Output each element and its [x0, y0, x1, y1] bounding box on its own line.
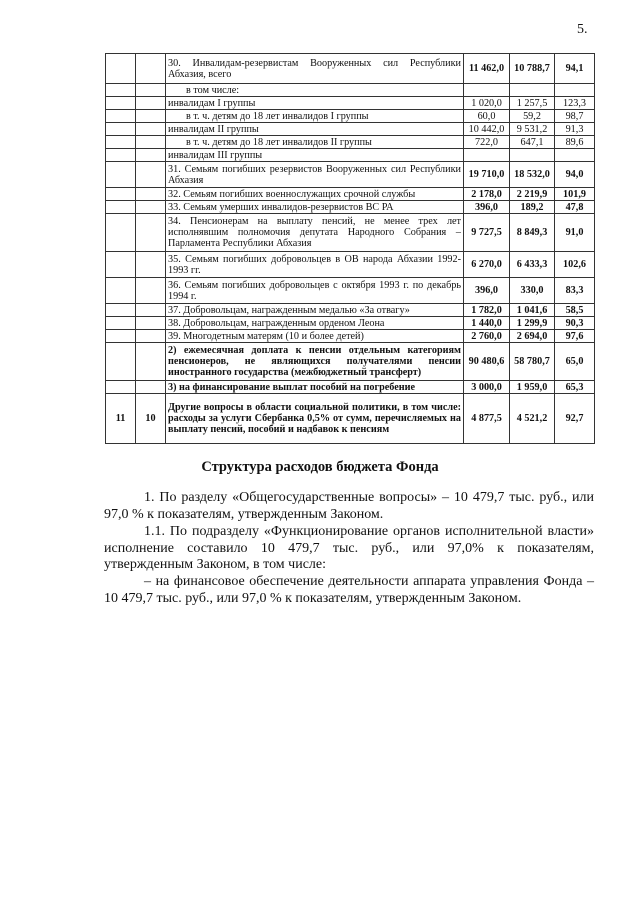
row-actual: 2 219,9	[510, 188, 555, 201]
row-code-1	[106, 136, 136, 149]
table-row	[106, 214, 595, 252]
row-code-2	[136, 201, 166, 214]
row-code-2	[136, 123, 166, 136]
paragraph-1-text: 1. По разделу «Общегосударственные вопросы» – 10 479,7 тыс. руб., или 97,0 % к показателям, утвержденным Законом.	[104, 490, 594, 522]
paragraph-1-1-text: 1.1. По подразделу «Функционирование органов исполнительной власти» исполнение составило 10 479,7 тыс. руб., или 97,0% к показателям, утвержденным Законом, в том числе:	[104, 524, 594, 572]
paragraph-1-1	[104, 524, 594, 574]
row-description: 2) ежемесячная доплата к пенсии отдельным категориям пенсионеров, не являющихся получателями пенсии иностранного государства (межбюджетный трансферт)	[166, 343, 464, 381]
row-actual: 647,1	[510, 136, 555, 149]
row-description: в т. ч. детям до 18 лет инвалидов II группы	[166, 136, 464, 149]
row-planned: 3 000,0	[464, 381, 510, 394]
row-percent: 47,8	[555, 201, 595, 214]
row-code-2	[136, 97, 166, 110]
row-code-2	[136, 214, 166, 252]
paragraph-bullet	[104, 574, 594, 607]
row-planned: 2 760,0	[464, 330, 510, 343]
row-actual: 18 532,0	[510, 162, 555, 188]
row-description: 32. Семьям погибших военнослужащих срочной службы	[166, 188, 464, 201]
row-code-1	[106, 381, 136, 394]
row-actual: 58 780,7	[510, 343, 555, 381]
row-code-1	[106, 123, 136, 136]
row-actual: 189,2	[510, 201, 555, 214]
table-row	[106, 123, 595, 136]
row-code-1	[106, 304, 136, 317]
row-actual: 330,0	[510, 278, 555, 304]
row-code-1	[106, 149, 136, 162]
table-row	[106, 304, 595, 317]
row-code-1	[106, 330, 136, 343]
row-actual: 59,2	[510, 110, 555, 123]
table-row	[106, 110, 595, 123]
table-row	[106, 343, 595, 381]
row-code-2	[136, 54, 166, 84]
row-percent: 123,3	[555, 97, 595, 110]
table-row	[106, 136, 595, 149]
table-row	[106, 317, 595, 330]
table-row	[106, 381, 595, 394]
row-percent: 91,3	[555, 123, 595, 136]
row-planned: 2 178,0	[464, 188, 510, 201]
row-code-2	[136, 317, 166, 330]
row-code-1	[106, 97, 136, 110]
row-percent: 65,3	[555, 381, 595, 394]
row-code-2	[136, 149, 166, 162]
row-description: 39. Многодетным матерям (10 и более детей)	[166, 330, 464, 343]
row-description: 3) на финансирование выплат пособий на погребение	[166, 381, 464, 394]
row-description: 31. Семьям погибших резервистов Вооруженных сил Республики Абхазия	[166, 162, 464, 188]
table-row	[106, 97, 595, 110]
row-code-1	[106, 162, 136, 188]
row-percent	[555, 84, 595, 97]
section-title: Структура расходов бюджета Фонда	[201, 459, 439, 475]
table-row	[106, 54, 595, 84]
table-row	[106, 84, 595, 97]
paragraph-bullet-text: – на финансовое обеспечение деятельности аппарата управления Фонда – 10 479,7 тыс. руб., или 97,0 % к показателям, утвержденным Законом.	[104, 574, 594, 606]
row-code-2	[136, 343, 166, 381]
row-description: Другие вопросы в области социальной политики, в том числе: расходы за услуги Сбербанка 0,5% от сумм, перечисляемых на выплату пенсий, пособий и надбавок к пенсиям	[166, 394, 464, 444]
page-number: 5.	[577, 22, 588, 37]
row-description: 38. Добровольцам, награжденным орденом Леона	[166, 317, 464, 330]
row-description: 33. Семьям умерших инвалидов-резервистов ВС РА	[166, 201, 464, 214]
row-planned: 396,0	[464, 201, 510, 214]
row-actual: 1 041,6	[510, 304, 555, 317]
row-planned: 1 782,0	[464, 304, 510, 317]
row-planned: 90 480,6	[464, 343, 510, 381]
row-actual: 1 959,0	[510, 381, 555, 394]
row-planned	[464, 84, 510, 97]
row-code-1	[106, 214, 136, 252]
row-description: инвалидам I группы	[166, 97, 464, 110]
row-code-1	[106, 188, 136, 201]
row-description: 35. Семьям погибших добровольцев в ОВ народа Абхазии 1992-1993 гг.	[166, 252, 464, 278]
row-code-2	[136, 162, 166, 188]
row-planned: 19 710,0	[464, 162, 510, 188]
row-description: в т. ч. детям до 18 лет инвалидов I группы	[166, 110, 464, 123]
row-description: 36. Семьям погибших добровольцев с октября 1993 г. по декабрь 1994 г.	[166, 278, 464, 304]
row-percent: 98,7	[555, 110, 595, 123]
row-code-1	[106, 201, 136, 214]
row-actual	[510, 149, 555, 162]
row-percent: 101,9	[555, 188, 595, 201]
row-percent: 92,7	[555, 394, 595, 444]
row-planned: 9 727,5	[464, 214, 510, 252]
row-planned: 1 020,0	[464, 97, 510, 110]
table-row	[106, 188, 595, 201]
table-row	[106, 149, 595, 162]
row-planned: 6 270,0	[464, 252, 510, 278]
row-code-2	[136, 84, 166, 97]
row-code-2	[136, 136, 166, 149]
budget-execution-table	[105, 53, 595, 444]
row-actual: 6 433,3	[510, 252, 555, 278]
row-actual: 1 257,5	[510, 97, 555, 110]
row-actual: 10 788,7	[510, 54, 555, 84]
row-actual: 8 849,3	[510, 214, 555, 252]
row-percent: 90,3	[555, 317, 595, 330]
table-row	[106, 252, 595, 278]
row-description: инвалидам II группы	[166, 123, 464, 136]
row-code-1	[106, 343, 136, 381]
row-description: 34. Пенсионерам на выплату пенсий, не менее трех лет исполнявшим полномочия депутата Народного Собрания – Парламента Республики Абхазия	[166, 214, 464, 252]
row-planned	[464, 149, 510, 162]
row-code-1	[106, 278, 136, 304]
row-code-1	[106, 252, 136, 278]
table-row	[106, 162, 595, 188]
row-planned: 10 442,0	[464, 123, 510, 136]
row-percent: 58,5	[555, 304, 595, 317]
row-planned: 11 462,0	[464, 54, 510, 84]
row-description: 37. Добровольцам, награжденным медалью «За отвагу»	[166, 304, 464, 317]
table-row	[106, 278, 595, 304]
row-code-2	[136, 278, 166, 304]
row-description: 30. Инвалидам-резервистам Вооруженных сил Республики Абхазия, всего	[166, 54, 464, 84]
row-actual: 4 521,2	[510, 394, 555, 444]
row-planned: 4 877,5	[464, 394, 510, 444]
row-code-2	[136, 304, 166, 317]
row-percent: 89,6	[555, 136, 595, 149]
row-code-2: 10	[136, 394, 166, 444]
row-percent: 97,6	[555, 330, 595, 343]
row-planned: 722,0	[464, 136, 510, 149]
row-percent: 94,1	[555, 54, 595, 84]
row-percent: 65,0	[555, 343, 595, 381]
row-planned: 1 440,0	[464, 317, 510, 330]
row-code-2	[136, 252, 166, 278]
row-percent: 91,0	[555, 214, 595, 252]
row-actual: 1 299,9	[510, 317, 555, 330]
row-percent: 94,0	[555, 162, 595, 188]
row-percent	[555, 149, 595, 162]
table-row	[106, 201, 595, 214]
table-row	[106, 394, 595, 444]
row-actual	[510, 84, 555, 97]
row-code-2	[136, 381, 166, 394]
row-description: в том числе:	[166, 84, 464, 97]
row-description: инвалидам III группы	[166, 149, 464, 162]
row-planned: 396,0	[464, 278, 510, 304]
row-code-1	[106, 110, 136, 123]
row-actual: 2 694,0	[510, 330, 555, 343]
row-actual: 9 531,2	[510, 123, 555, 136]
row-code-2	[136, 330, 166, 343]
row-percent: 102,6	[555, 252, 595, 278]
row-code-1	[106, 54, 136, 84]
row-code-2	[136, 110, 166, 123]
row-planned: 60,0	[464, 110, 510, 123]
row-code-1: 11	[106, 394, 136, 444]
row-code-1	[106, 317, 136, 330]
paragraph-1	[104, 490, 594, 523]
row-percent: 83,3	[555, 278, 595, 304]
row-code-2	[136, 188, 166, 201]
table-row	[106, 330, 595, 343]
row-code-1	[106, 84, 136, 97]
